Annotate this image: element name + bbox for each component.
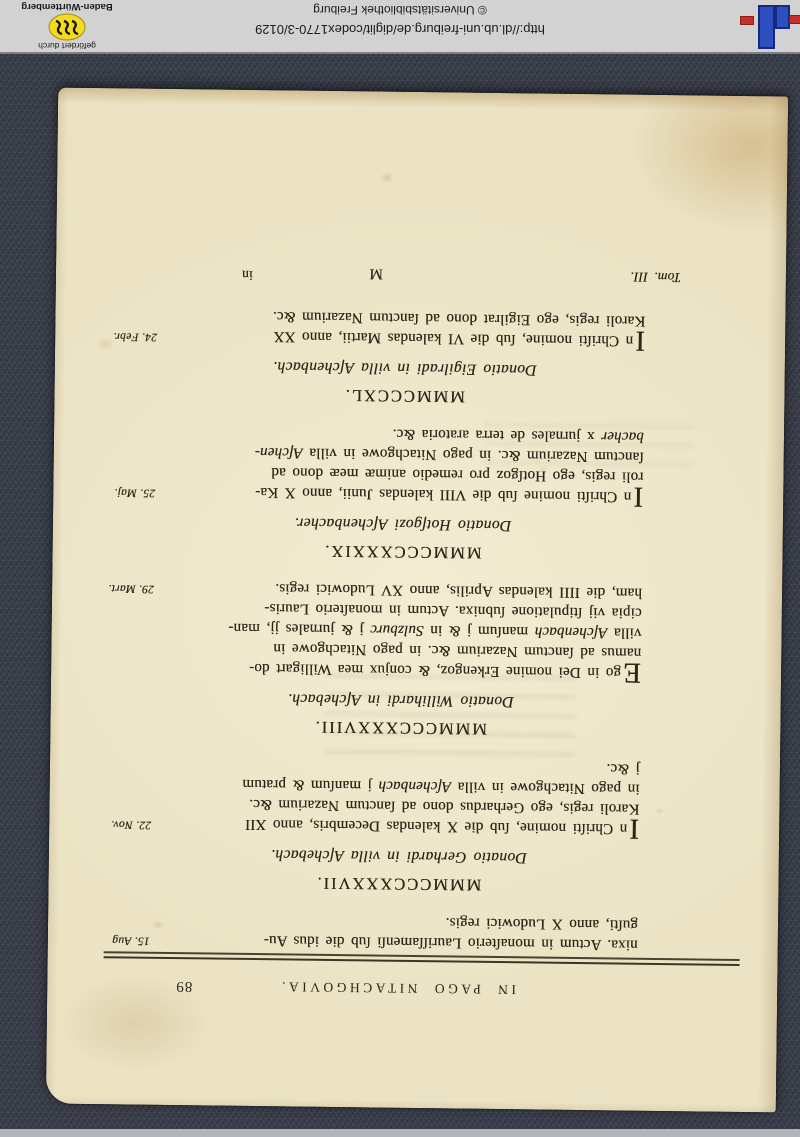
text-segment: n Chriſti nomine, ſub die VI kalendas Martii, anno XX (273, 328, 634, 349)
text-block (158, 259, 682, 961)
text-line: Karoli regis, ego Gerhardus dono ad ſanctum Nazarium &c. (249, 795, 640, 817)
catchword: in (241, 267, 254, 283)
text-line: cipia vij ſtipulatione ſubnixa. Actum in monaſterio Lauris- (264, 600, 642, 621)
logo-blue-bar (758, 5, 775, 49)
text-segment: villa (607, 624, 642, 641)
logo-red-block (789, 15, 800, 24)
place-name: Aſchenbach (378, 777, 452, 795)
text-line: j &c. (606, 760, 641, 777)
margin-date: 25. Maj. (114, 486, 156, 499)
text-segment: manſum j & in (423, 622, 535, 640)
copyright-line: © Universitätsbibliothek Freiburg (313, 3, 487, 17)
entry-text (159, 753, 641, 845)
ub-freiburg-logo-icon (700, 0, 800, 52)
margin-date: 22. Nov. (110, 818, 152, 831)
funder-name: Baden-Württemberg (21, 1, 113, 12)
entry-number: MMMCCCXL. (343, 386, 466, 407)
initial-capital: E (623, 656, 642, 689)
scanned-page (46, 88, 788, 1113)
margin-date: 29. Mart. (108, 582, 155, 595)
logo-red-block (740, 16, 754, 25)
entry-title: Donatio Eigilradi in villa Aſchenbach. (272, 358, 537, 379)
funder-label: gefördert durch (38, 41, 96, 51)
initial-capital: I (629, 812, 640, 845)
text-segment: x jurnales de terra aratoria &c. (392, 425, 602, 445)
text-segment: go in Dei nomine Erkengoz, & conjux mea Willigart do- (248, 659, 622, 681)
metadata-bar (0, 0, 800, 54)
text-line: nixa. Actum in monaſterio Lauriſſamenſi ſub die idus Au- (263, 932, 638, 953)
entry-number: MMMCCCXXXVII. (315, 873, 482, 895)
scanner-bed-edge (0, 1129, 800, 1137)
text-segment: n Chriſti nomine, ſub die X kalendas Decembris, anno XII (244, 815, 628, 837)
entry-title: Donatio Willihardi in Aſchebach. (287, 690, 514, 711)
entry-title: Donatio Gerhardi in villa Aſchebach. (270, 846, 528, 867)
logo-blue-bar (775, 5, 790, 29)
margin-date: 24. Febr. (113, 330, 158, 343)
text-segment: n Chriſti nomine ſub die VIII kalendas Junii, anno X Ka- (255, 484, 632, 505)
margin-date: 15. Aug (112, 934, 150, 947)
bw-coat-of-arms-icon (48, 13, 86, 41)
text-segment: ſanctum Nazarium &c. in pago Nitachgowe in villa (302, 444, 644, 465)
place-name: Aſchenbach (534, 623, 608, 641)
text-line: Karoli regis, ego Eigilrat dono ad ſanctum Nazarium &c. (272, 308, 646, 329)
text-line: roli regis, ego Hotſgoz pro remedio animæ meæ dono ad (271, 464, 644, 485)
source-url: http://dl.ub.uni-freiburg.de/diglit/codex1770-3/0129 (255, 22, 545, 37)
running-title: IN PAGO NITACHGOVIA. (278, 979, 516, 998)
initial-capital: I (635, 324, 646, 357)
text-line: ham, die IIII kalendas Aprilis, anno XV Ludowici regis. (275, 580, 643, 601)
page-number: 89 (175, 978, 193, 995)
volume-label: Tom. III. (630, 269, 682, 286)
place-name: Sulzburc (370, 621, 424, 639)
funder-block (8, 0, 126, 52)
entry-text (165, 305, 646, 357)
entry-continuation (158, 909, 638, 955)
place-name: bacher (601, 428, 645, 445)
entry-title: Donatio Hotſgozi Aſchenbacher. (294, 514, 512, 535)
entry-number: MMMCCCXXXVIII. (313, 717, 488, 739)
gathering-signature: M (369, 265, 384, 282)
place-name: Aſchen- (254, 444, 303, 461)
text-line: guſti, anno X Ludowici regis. (445, 914, 639, 933)
entry-text (163, 421, 645, 513)
text-segment: j & jurnales jj, man- (228, 619, 371, 638)
entry-text (161, 577, 643, 689)
text-segment: in pago Nitachgowe in villa (451, 778, 640, 797)
page-footer (166, 259, 682, 287)
text-segment: j manſum & pratum (242, 775, 379, 794)
entry-number: MMMCCCXXXIX. (323, 541, 482, 563)
text-line: namus ad ſanctum Nazarium &c. in pago Nitachgowe in (273, 640, 642, 661)
initial-capital: I (633, 480, 644, 513)
